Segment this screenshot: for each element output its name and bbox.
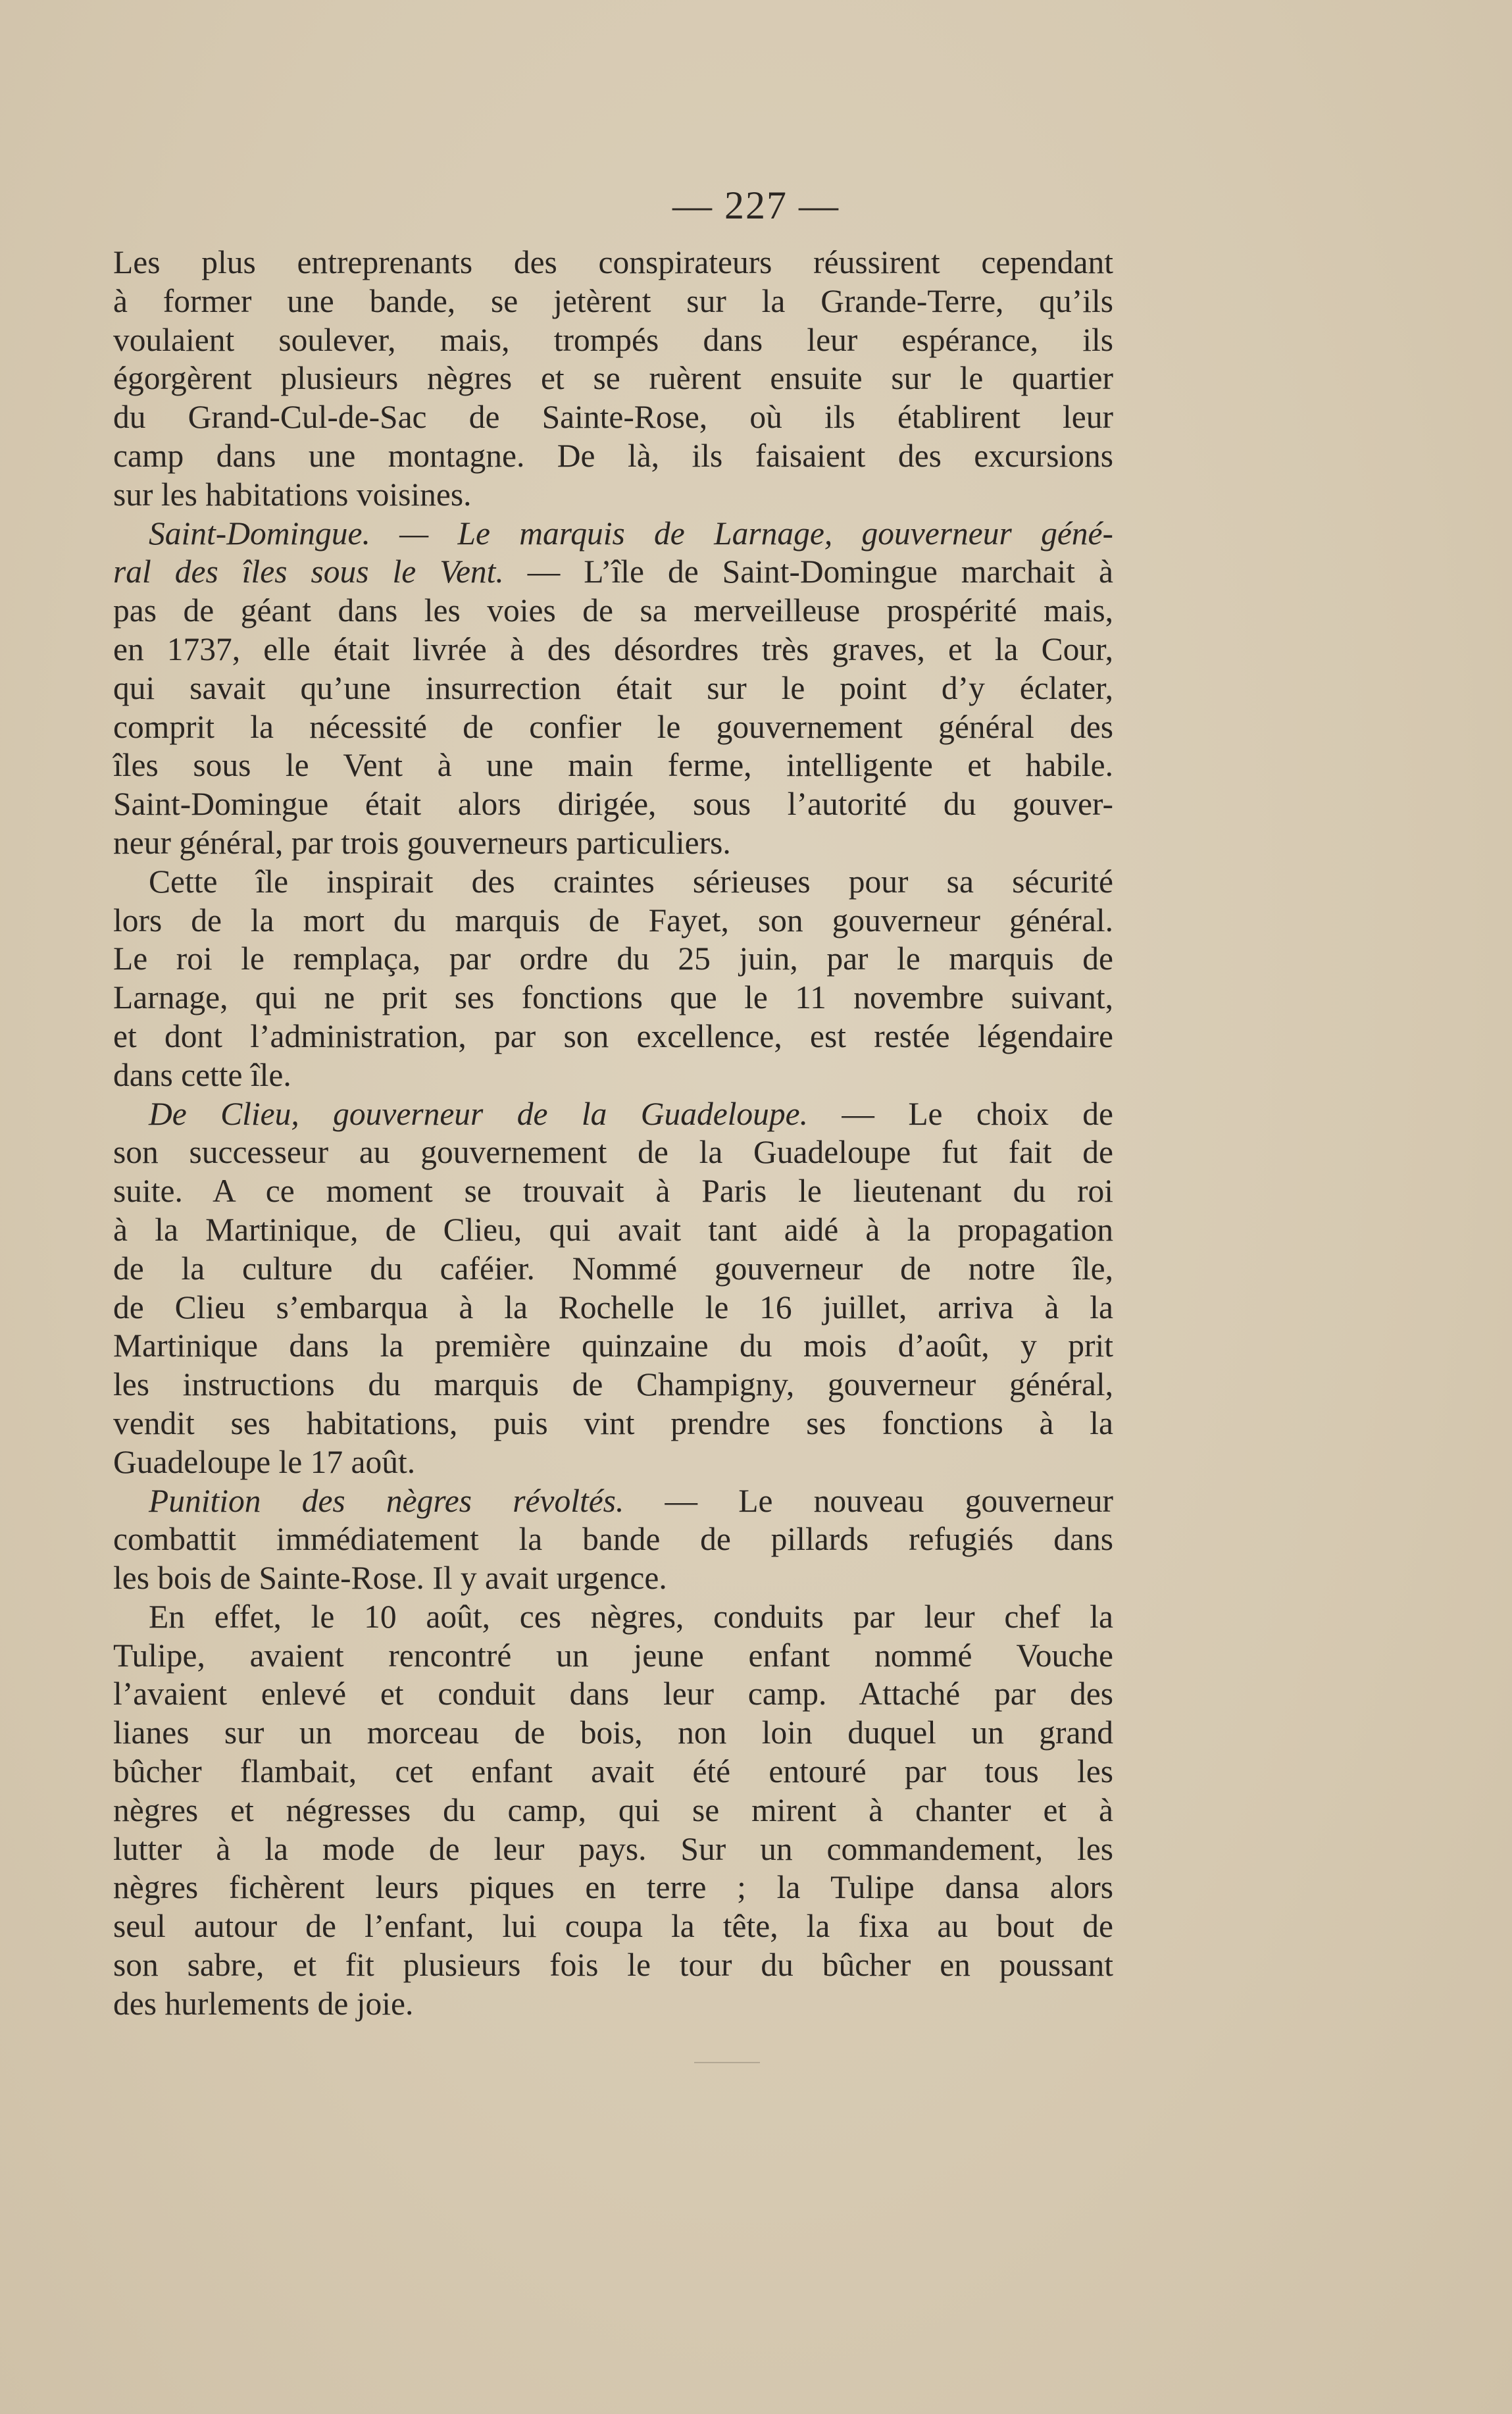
text-line: de la culture du caféier. Nommé gouverneur de notre île, (113, 1250, 1113, 1287)
text-line: égorgèrent plusieurs nègres et se ruèrent ensuite sur le quartier (113, 360, 1113, 397)
text-line: Les plus entreprenants des conspirateurs réussirent cependant (113, 244, 1113, 280)
paragraph (113, 515, 1113, 863)
text-line: son sabre, et fit plusieurs fois le tour du bûcher en poussant (113, 1947, 1113, 1984)
text-line: son successeur au gouvernement de la Guadeloupe fut fait de (113, 1134, 1113, 1171)
text-line: suite. A ce moment se trouvait à Paris le lieutenant du roi (113, 1173, 1113, 1210)
text-line: les bois de Sainte-Rose. Il y avait urgence. (113, 1560, 667, 1597)
text-line: De Clieu, gouverneur de la Guadeloupe. — Le choix de (149, 1095, 1114, 1132)
text-line: bûcher flambait, cet enfant avait été entouré par tous les (113, 1753, 1113, 1790)
text-line: Le roi le remplaça, par ordre du 25 juin, par le marquis de (113, 940, 1113, 977)
text-line: En effet, le 10 août, ces nègres, conduits par leur chef la (149, 1598, 1113, 1635)
text-line: Saint-Domingue. — Le marquis de Larnage, gouverneur géné- (149, 515, 1113, 552)
text-line: de Clieu s’embarqua à la Rochelle le 16 juillet, arriva à la (113, 1289, 1113, 1325)
paragraph (113, 1598, 1113, 2024)
body-text (113, 244, 1113, 2024)
text-line: lianes sur un morceau de bois, non loin duquel un grand (113, 1714, 1113, 1751)
text-line: pas de géant dans les voies de sa merveilleuse prospérité mais, (113, 592, 1113, 629)
text-line: Tulipe, avaient rencontré un jeune enfant nommé Vouche (113, 1637, 1113, 1674)
text-line: du Grand-Cul-de-Sac de Sainte-Rose, où ils établirent leur (113, 399, 1113, 436)
text-line: Saint-Domingue était alors dirigée, sous l’autorité du gouver- (113, 786, 1113, 823)
text-line: à la Martinique, de Clieu, qui avait tant aidé à la propagation (113, 1211, 1113, 1248)
text-line: vendit ses habitations, puis vint prendre ses fonctions à la (113, 1404, 1113, 1441)
text-line: ral des îles sous le Vent. — L’île de Saint-Domingue marchait à (113, 553, 1113, 590)
text-line: lutter à la mode de leur pays. Sur un commandement, les (113, 1830, 1113, 1867)
text-line: camp dans une montagne. De là, ils faisaient des excursions (113, 437, 1113, 474)
text-line: nègres et négresses du camp, qui se mirent à chanter et à (113, 1791, 1113, 1828)
paragraph (113, 863, 1113, 1095)
paragraph (113, 1482, 1113, 1598)
page-number: — 227 — (672, 184, 840, 227)
text-line: combattit immédiatement la bande de pillards refugiés dans (113, 1521, 1113, 1558)
text-line: lors de la mort du marquis de Fayet, son gouverneur général. (113, 902, 1113, 938)
text-line: à former une bande, se jetèrent sur la Grande-Terre, qu’ils (113, 282, 1113, 319)
text-line: des hurlements de joie. (113, 1985, 414, 2022)
text-line: Cette île inspirait des craintes sérieuses pour sa sécurité (149, 863, 1113, 900)
end-rule (694, 2062, 760, 2063)
text-line: Guadeloupe le 17 août. (113, 1443, 416, 1480)
text-line: comprit la nécessité de confier le gouvernement général des (113, 708, 1113, 745)
text-line: neur général, par trois gouverneurs particuliers. (113, 824, 731, 861)
text-line: les instructions du marquis de Champigny, gouverneur général, (113, 1366, 1113, 1403)
text-line: Punition des nègres révoltés. — Le nouveau gouverneur (149, 1482, 1113, 1519)
text-line: Martinique dans la première quinzaine du mois d’août, y prit (113, 1327, 1113, 1364)
paragraph (113, 1095, 1113, 1482)
text-line: et dont l’administration, par son excellence, est restée légendaire (113, 1017, 1113, 1054)
text-line: nègres fichèrent leurs piques en terre ; la Tulipe dansa alors (113, 1869, 1113, 1906)
text-line: qui savait qu’une insurrection était sur le point d’y éclater, (113, 669, 1113, 706)
text-line: en 1737, elle était livrée à des désordres très graves, et la Cour, (113, 630, 1113, 667)
text-line: dans cette île. (113, 1056, 291, 1093)
text-line: îles sous le Vent à une main ferme, intelligente et habile. (113, 747, 1113, 784)
text-line: seul autour de l’enfant, lui coupa la tête, la fixa au bout de (113, 1908, 1113, 1945)
paragraph (113, 244, 1113, 515)
text-line: voulaient soulever, mais, trompés dans leur espérance, ils (113, 321, 1113, 358)
text-line: sur les habitations voisines. (113, 476, 472, 513)
text-line: Larnage, qui ne prit ses fonctions que le 11 novembre suivant, (113, 979, 1113, 1016)
text-line: l’avaient enlevé et conduit dans leur camp. Attaché par des (113, 1676, 1113, 1712)
